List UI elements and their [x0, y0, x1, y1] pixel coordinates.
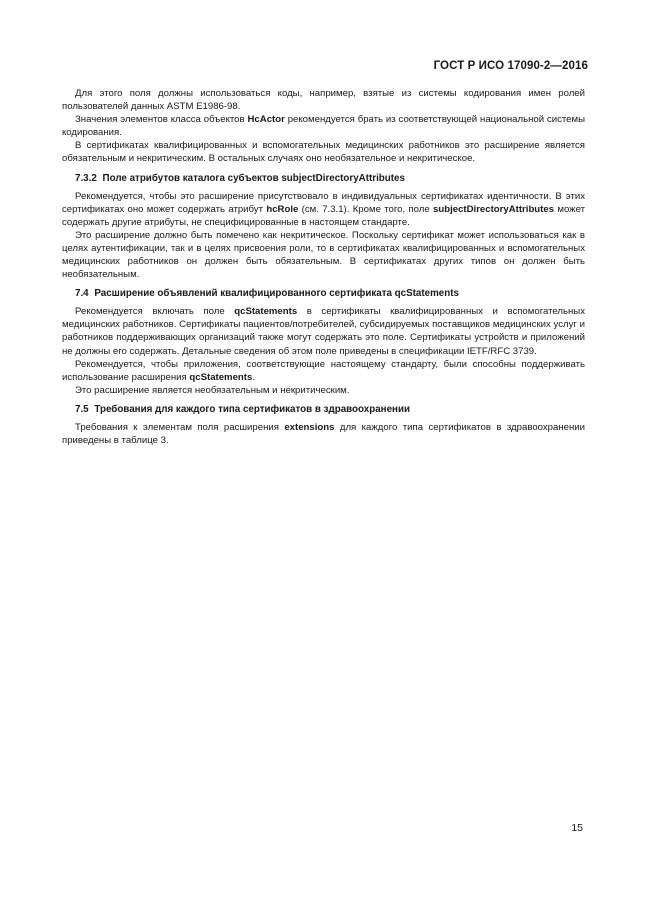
document-body: [62, 87, 585, 447]
paragraph-noncritical-extension: Это расширение должно быть помечено как некритическое. Поскольку сертификат может использоваться как в целях аутентификации, так и в целях присвоения роли, то в сертификатах квалифицированных и вспомогательных медицинских работников он должен быть обязательным. В сертификатах других типов он должен быть необязательным.: [62, 229, 585, 281]
section-title: Требования для каждого типа сертификатов в здравоохранении: [94, 403, 410, 415]
section-number: 7.3.2: [75, 172, 97, 184]
paragraph-optional-extension: Это расширение является необязательным и некритическим.: [75, 384, 350, 396]
section-title: Расширение объявлений квалифицированного сертификата qcStatements: [94, 288, 459, 300]
text-run: Требования к элементам поля расширения: [75, 421, 285, 433]
text-run: рекомендуется брать из соответствующей национальной системы кодирования.: [62, 114, 585, 139]
text-run: .: [252, 371, 255, 383]
term-qcstatements: qcStatements: [234, 306, 298, 318]
page-header-standard-code: ГОСТ Р ИСО 17090-2—2016: [433, 60, 588, 72]
section-heading-7-3-2: [62, 166, 585, 190]
section-title: Поле атрибутов каталога субъектов subjectDirectoryAttributes: [102, 172, 405, 184]
term-hcrole: hcRole: [266, 203, 299, 215]
paragraph-hcactor-values: [62, 113, 585, 139]
text-run: Значения элементов класса объектов: [75, 114, 248, 126]
paragraph-role-codes: Для этого поля должны использоваться коды, например, взятые из системы кодирования имен ролей пользователей данных ASTM E1986-98.: [62, 88, 585, 113]
paragraph-table-reference: [62, 421, 585, 447]
text-run: Рекомендуется, чтобы приложения, соответствующие настоящему стандарту, были способны поддерживать использование расширения: [62, 358, 585, 383]
text-run: для каждого типа сертификатов в здравоохранении приведены в таблице 3.: [62, 421, 585, 446]
paragraph-subject-directory-recommendation: [62, 190, 585, 229]
term-hcactor: HcActor: [247, 114, 285, 126]
paragraph-qcstatements-recommendation: [62, 305, 585, 357]
section-number: 7.5: [75, 403, 89, 415]
text-run: Рекомендуется, чтобы это расширение присутствовало в индивидуальных сертификатах идентичности. В этих сертификатах оно может содержать атрибут: [62, 190, 585, 215]
section-number: 7.4: [75, 288, 89, 300]
section-heading-7-5: [62, 397, 585, 421]
text-run: Рекомендуется включать поле: [75, 306, 235, 318]
term-qcstatements: qcStatements: [189, 371, 253, 383]
section-heading-7-4: [62, 281, 585, 305]
text-run: может содержать другие атрибуты, не специфицированные в настоящем стандарте.: [62, 203, 585, 228]
page-number: 15: [571, 822, 583, 834]
text-run: в сертификаты квалифицированных и вспомогательных медицинских работников. Сертификаты пациентов/потребителей, субсидируемых поставщиков медицинских услуг и работников поддерживающих организаций также могут содержать это поле. Сертификаты устройств и приложений не должны его содержать. Детальные сведения об этом поле приведены в спецификации IETF/RFC 3739.: [62, 306, 586, 357]
paragraph-mandatory-extension: В сертификатах квалифицированных и вспомогательных медицинских работников это расширение является обязательным и некритическим. В остальных случаях оно необязательное и некритическое.: [62, 140, 585, 165]
text-run: (см. 7.3.1). Кроме того, поле: [298, 203, 434, 215]
term-subject-directory-attributes: subjectDirectoryAttributes: [433, 203, 555, 215]
term-extensions: extensions: [284, 421, 335, 433]
paragraph-qcstatements-support: [62, 358, 585, 384]
